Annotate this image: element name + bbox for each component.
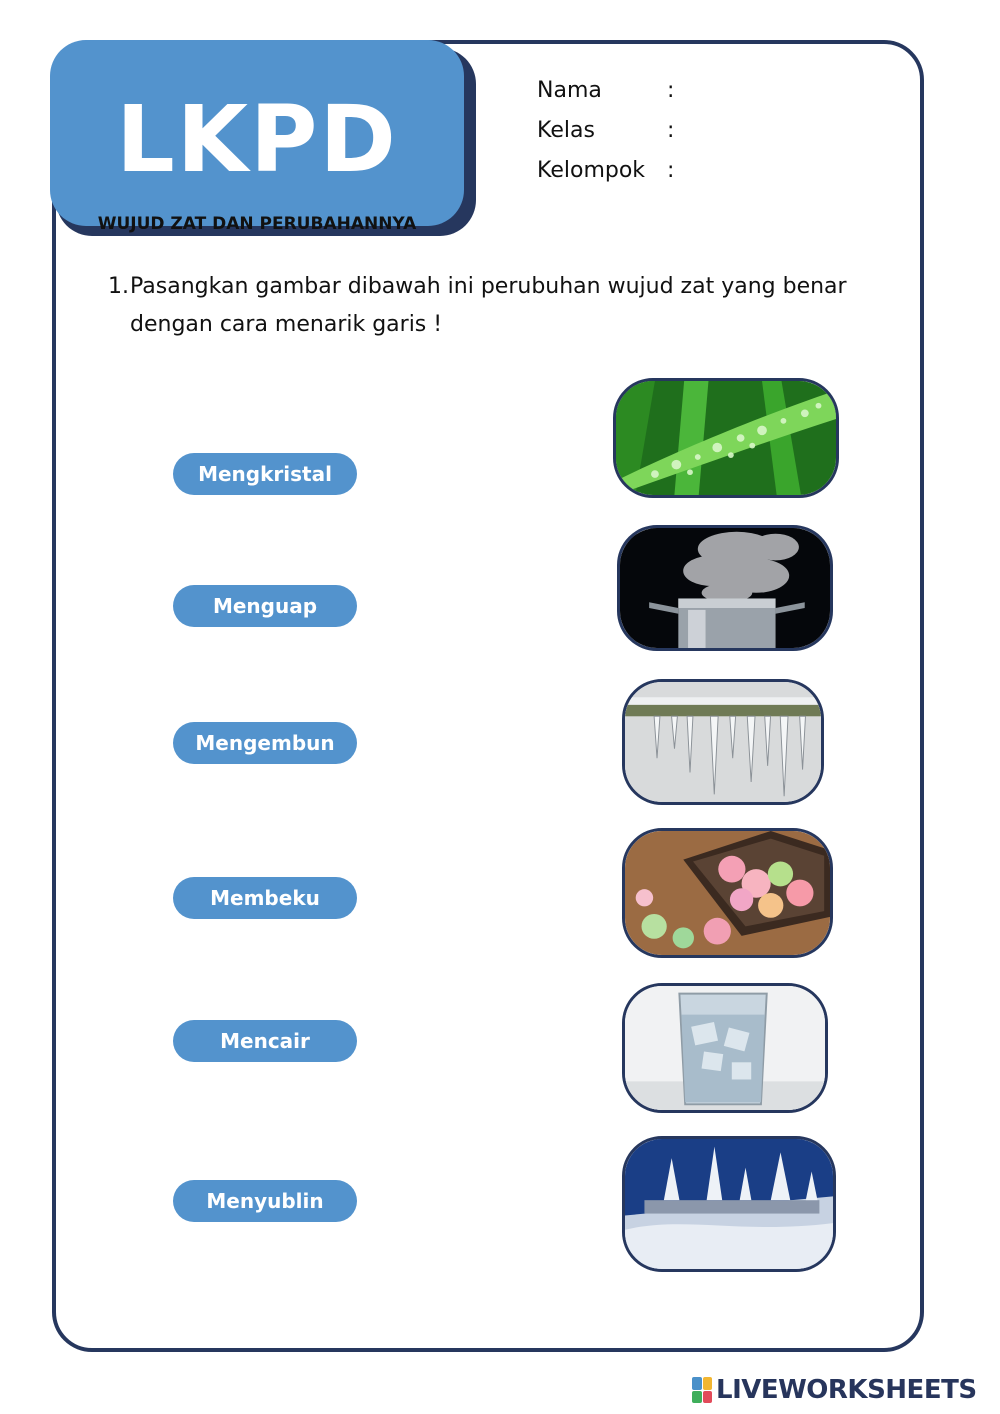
name-field-row[interactable] [537,78,687,118]
term-mengembun[interactable]: Mengembun [173,722,357,764]
group-field-row[interactable] [537,158,687,198]
name-colon: : [667,78,675,103]
icicles-picture[interactable] [622,679,824,805]
instruction-text: Pasangkan gambar dibawah ini perubuhan wujud zat yang benar dengan cara menarik garis ! [130,274,847,337]
colorful-candies-picture[interactable] [622,828,833,958]
liveworksheets-brand[interactable] [692,1374,977,1406]
boiling-pot-steam-picture[interactable] [617,525,833,651]
instruction-number: 1. [108,274,129,299]
group-colon: : [667,158,675,183]
class-colon: : [667,118,675,143]
identity-fields [537,78,687,198]
group-label: Kelompok [537,158,646,183]
worksheet-subtitle: WUJUD ZAT DAN PERUBAHANNYA [97,214,417,234]
snow-covered-landscape-picture[interactable] [622,1136,836,1272]
term-mengkristal[interactable]: Mengkristal [173,453,357,495]
glass-of-ice-water-picture[interactable] [622,983,828,1113]
instruction [108,268,908,344]
term-menguap[interactable]: Menguap [173,585,357,627]
term-menyublin[interactable]: Menyublin [173,1180,357,1222]
brand-text: LIVEWORKSHEETS [716,1375,977,1405]
class-label: Kelas [537,118,595,143]
term-membeku[interactable]: Membeku [173,877,357,919]
dew-on-grass-picture[interactable] [613,378,839,498]
worksheet-title: LKPD [116,86,398,193]
header-banner [50,40,464,234]
name-label: Nama [537,78,602,103]
term-mencair[interactable]: Mencair [173,1020,357,1062]
class-field-row[interactable] [537,118,687,158]
liveworksheets-logo-icon [692,1377,712,1403]
